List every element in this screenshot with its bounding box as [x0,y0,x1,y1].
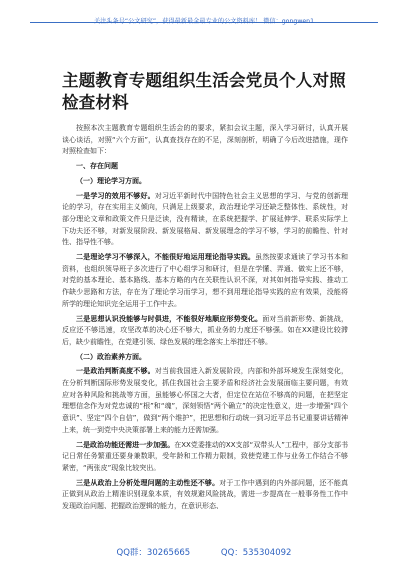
intro-paragraph: 按照本次主题教育专题组织生活会的的要求，紧扣会议主题，深入学习研讨，认真开展谈心谈话，对照“六个方面”，认真查找存在的不足，深刻剖析，明确了今后改进措施，现作对照检查如下： [62,124,348,156]
section-heading-problems: 一、存在问题 [76,162,118,171]
document-title: 主题教育专题组织生活会党员个人对照检查材料 [62,71,346,112]
paragraph-4-text: 对当前我国进入新发展阶段，内部和外部环境发生深刻变化，在分析判断国际形势发展变化，抓住我国社会主要矛盾和经济社会发展面临主要问题，有效应对各种风险和挑战等方面，虽能够心怀国之大者，但定位在站位不够高的问题，在把坚定理想信念作为对党忠诚的“根”和“魂”，深刻领悟“两个确立”的决定性意义，进一步增强“四个意识”、坚定“四个自信”，做到“两个维护”，把思想和行动统一到习近平总书记重要讲话精神上来，统一到党中央决策部署上来的能力还需加强。 [62,367,349,434]
paragraph-2 [62,252,348,311]
footer-qq-group: QQ群：30265665 [116,548,191,558]
paragraph-4-lead: 一是政治判断高度不够。 [76,367,155,376]
paragraph-5-text: 在XX党委推动的XX支部“双带头人”工程中，部分支部书记日常任务繁重还要身兼数职，受年龄和工作精力限制，致使党建工作与业务工作结合不够紧密，“两张皮”现象比较突出。 [62,440,349,472]
subsection-heading-politics: （二）政治素养方面。 [76,352,146,361]
paragraph-1-lead: 一是学习的效用不够好。 [76,191,155,200]
paragraph-3 [62,314,348,349]
paragraph-5 [62,440,348,475]
footer-contact [0,545,408,561]
footer-qq-contact: QQ：535304092 [220,548,292,558]
paragraph-3-text: 面对当前新形势、新挑战，反应还不够迅速，攻坚改革的决心还不够大，抓业务的力度还不够强。如在XX建设比较滞后，缺少前瞻性，在党建引领、绿色发展的理念落实上举措还不够。 [62,314,349,346]
paragraph-1 [62,191,348,250]
paragraph-5-lead: 二是政治功能还需进一步加强。 [76,440,175,449]
paragraph-6 [62,478,348,513]
paragraph-3-lead: 三是思想认识没能够与时俱进，不能很好地顺应形势变化。 [76,314,263,323]
paragraph-2-text: 虽然按要求通读了学习书本和资料，也组织领导班子多次进行了中心组学习和研讨，但是在学懂、弄通、做实上还不够，对党的基本理论、基本路线、基本方略的内在关联性认识不深，对其如何指导实践、推动工作缺少思路和方法，存在为了理论学习而学习，想不到用理论指导实践的应有效果，没能将所学的理论知识完全运用于工作中去。 [62,253,349,308]
paragraph-1-text: 对习近平新时代中国特色社会主义思想的学习、与党的创新理论的学习，存在实用主义倾向，只满足上级要求，政治理论学习还缺乏整体性、系统性，对部分理论文章和政策文件只是泛读，没有精读，在系统把握学、扩展延伸学、联系实际学上下功夫还不够，对新发展阶段、新发展格局、新发展理念的学习不够，学习的前瞻性、针对性、指导性不够。 [62,191,349,247]
paragraph-6-text: 对于工作中遇到的内外部问题，还不能真正做到从政治上精准识别现象本质，有效规避风险挑战，需进一步提高在一般事务性工作中发现政治问题、把握政治逻辑的能力，在意识形态、 [62,478,349,511]
banner-text: 关注头条号“公文研究”，获得最新最全最专业的公文资料库！ 微信：gongwen1 [93,18,315,25]
paragraph-6-lead: 三是从政治上分析处理问题的主动性还不够。 [76,478,220,487]
paragraph-2-lead: 二是理论学习不够深入，不能很好地运用理论指导实践。 [76,253,256,262]
subsection-heading-theory: （一）理论学习方面。 [76,176,146,185]
paragraph-4 [62,366,348,436]
top-banner [30,8,378,23]
document-body [62,123,348,513]
